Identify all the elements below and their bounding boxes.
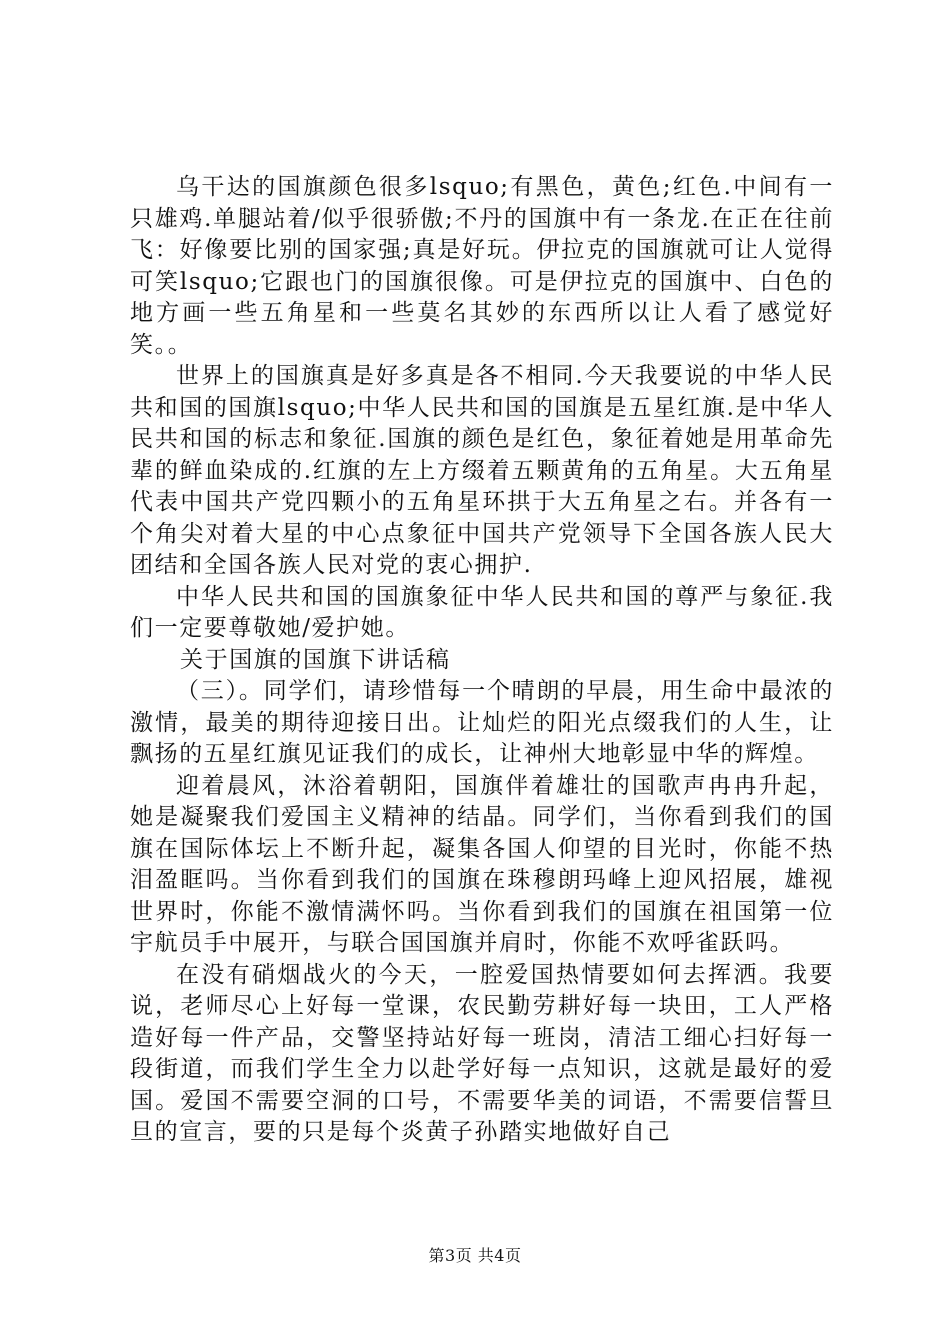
page-number-footer: 第3页 共4页	[428, 1246, 522, 1265]
paragraph-speech-intro: （三）。同学们，请珍惜每一个晴朗的早晨，用生命中最浓的激情，最美的期待迎接日出。让灿烂的阳光点缀我们的人生，让飘扬的五星红旗见证我们的成长，让神州大地彰显中华的辉煌。	[130, 678, 834, 767]
paragraph-patriotism: 在没有硝烟战火的今天，一腔爱国热情要如何去挥洒。我要说，老师尽心上好每一堂课，农民勤劳耕好每一块田，工人严格造好每一件产品，交警坚持站好每一班岗，清洁工细心扫好每一段街道，而我们学生全力以赴学好每一点知识，这就是最好的爱国。爱国不需要空洞的口号，不需要华美的词语，不需要信誓旦旦的宣言，要的只是每个炎黄子孙踏实地做好自己	[130, 961, 834, 1145]
section-heading: 关于国旗的国旗下讲话稿	[180, 646, 451, 673]
paragraph-respect-flag: 中华人民共和国的国旗象征中华人民共和国的尊严与象征.我们一定要尊敬她/爱护她。	[130, 583, 834, 641]
document-body	[130, 172, 834, 1149]
paragraph-uganda-flags: 乌干达的国旗颜色很多lsquo;有黑色，黄色;红色.中间有一只雄鸡.单腿站着/似乎很骄傲;不丹的国旗中有一条龙.在正在往前飞：好像要比别的国家强;真是好玩。伊拉克的国旗就可让人觉得可笑lsquo;它跟也门的国旗很像。可是伊拉克的国旗中、白色的地方画一些五角星和一些莫名其妙的东西所以让人看了感觉好笑。。	[130, 174, 834, 358]
paragraph-chinese-flag-description: 世界上的国旗真是好多真是各不相同.今天我要说的中华人民共和国的国旗lsquo;中华人民共和国的国旗是五星红旗.是中华人民共和国的标志和象征.国旗的颜色是红色，象征着她是用革命先辈的鲜血染成的.红旗的左上方缀着五颗黄角的五角星。大五角星代表中国共产党四颗小的五角星环拱于大五角星之右。并各有一个角尖对着大星的中心点象征中国共产党领导下全国各族人民大团结和全国各族人民对党的衷心拥护.	[130, 363, 834, 578]
paragraph-flag-raising: 迎着晨风，沐浴着朝阳，国旗伴着雄壮的国歌声冉冉升起，她是凝聚我们爱国主义精神的结晶。同学们，当你看到我们的国旗在国际体坛上不断升起，凝集各国人仰望的目光时，你能不热泪盈眶吗。当你看到我们的国旗在珠穆朗玛峰上迎风招展，雄视世界时，你能不激情满怀吗。当你看到我们的国旗在祖国第一位宇航员手中展开，与联合国国旗并肩时，你能不欢呼雀跃吗。	[130, 772, 834, 956]
